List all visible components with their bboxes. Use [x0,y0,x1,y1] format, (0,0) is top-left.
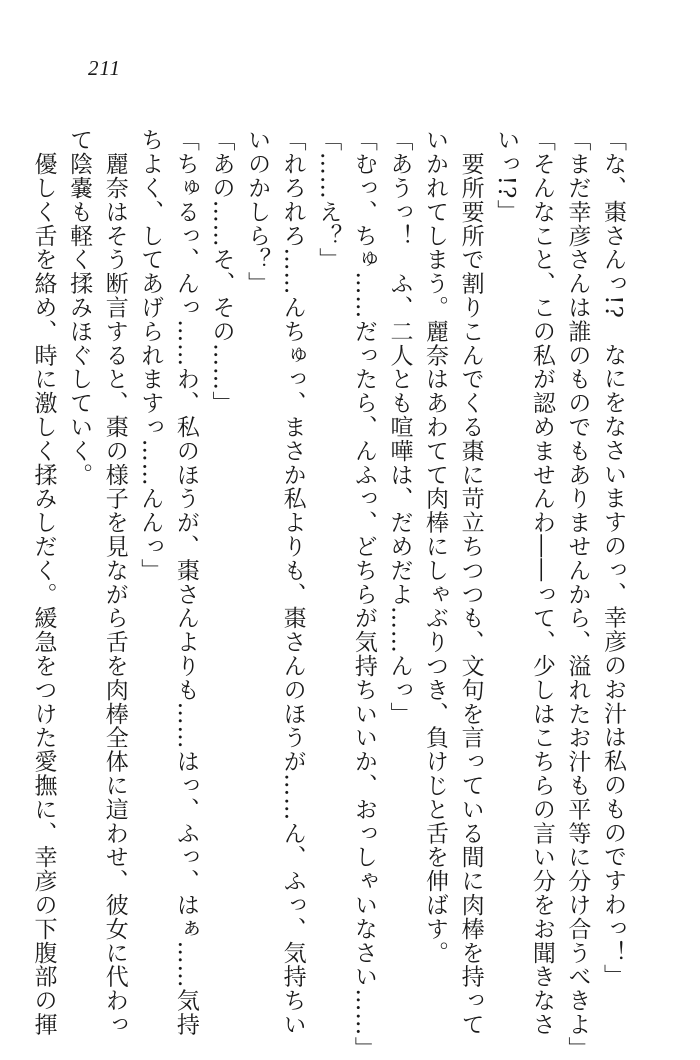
text-line: ちよく、してあげられますっ……んんっ」 [137,128,164,583]
text-line: 「な、棗さんっ!? なにをなさいますのっ、幸彦のお汁は私のものですわっ！」 [600,128,626,988]
text-line: 「むっ、ちゅ……だったら、んふっ、どちらが気持ちいいか、おっしゃいなさい……」 [350,128,377,1060]
page-number: 211 [88,56,121,80]
text-line: 「あうっ！ ふ、二人とも喧嘩は、だめだよ……んっ」 [386,128,413,726]
text-line: いのかしら？」 [244,128,271,296]
body-text [30,128,630,1060]
text-line: いかれてしまう。麗奈はあわてて肉棒にしゃぶりつき、負けじと舌を伸ばす。 [422,128,449,965]
text-line: て陰嚢も軽く揉みほぐしていく。 [66,128,93,487]
text-line: 「あの……そ、その……」 [208,128,235,415]
text-line: 「ちゅるっ、んっ……わ、私のほうが、棗さんよりも……はっ、ふっ、はぁ……気持 [172,128,199,1037]
text-line: 「そんなこと、この私が認めませんわ――って、少しはこちらの言い分をお聞きなさ [528,128,555,1037]
text-line: 「まだ幸彦さんは誰のものでもありませんから、溢れたお汁も平等に分け合うべきよ」 [564,128,591,1060]
text-line: 優しく舌を絡め、時に激しく揉みしだく。緩急をつけた愛撫に、幸彦の下腹部の揮 [30,128,57,1037]
text-line: 「れろれろ……んちゅっ、まさか私よりも、棗さんのほうが……ん、ふっ、気持ちい [279,128,306,1037]
text-line: 「……え？」 [315,128,342,272]
text-line: いっ!?」 [493,128,520,224]
text-line: 要所要所で割りこんでくる棗に苛立ちつつも、文句を言っている間に肉棒を持って [457,128,484,1037]
text-line: 麗奈はそう断言すると、棗の様子を見ながら舌を肉棒全体に這わせ、彼女に代わっ [101,128,128,1037]
